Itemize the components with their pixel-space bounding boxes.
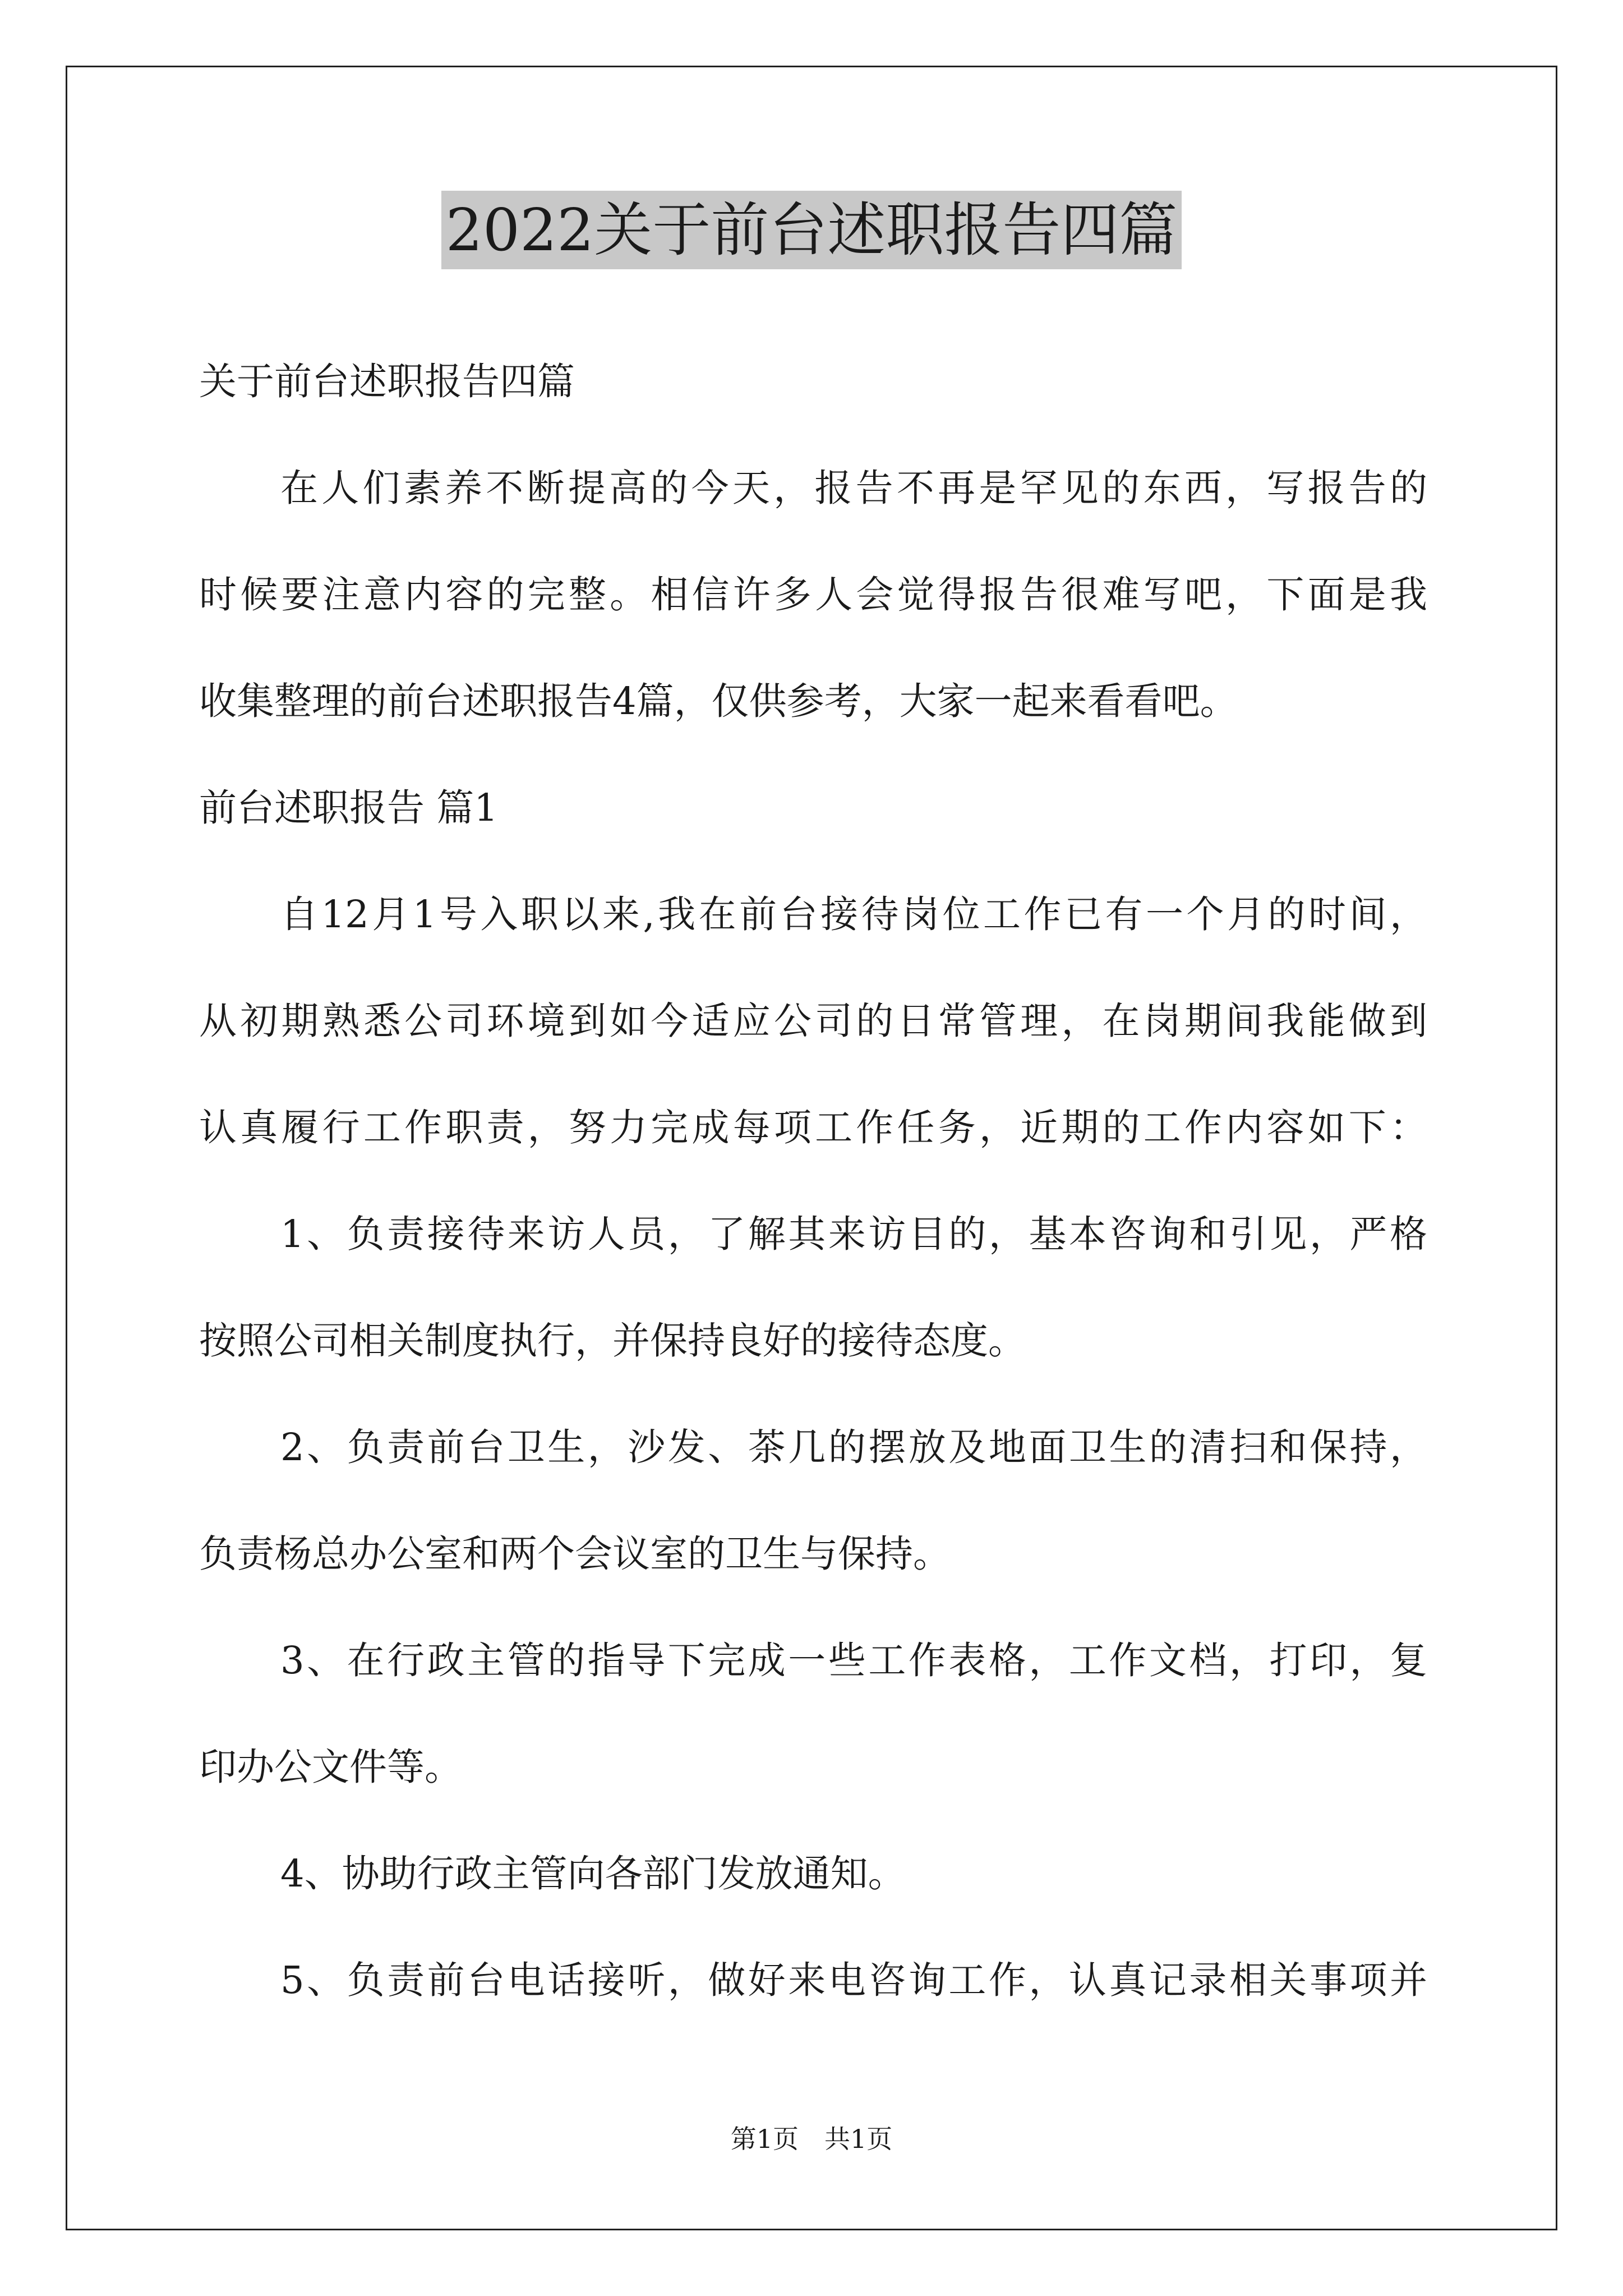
intro-line: 收集整理的前台述职报告4篇，仅供参考，大家一起来看看吧。 bbox=[199, 679, 1238, 723]
body-line: 5、负责前台电话接听，做好来电咨询工作，认真记录相关事项并 bbox=[280, 1958, 1427, 2002]
page-total: 共1页 bbox=[824, 2124, 893, 2154]
section-heading: 前台述职报告 篇1 bbox=[199, 786, 498, 830]
intro-line: 时候要注意内容的完整。相信许多人会觉得报告很难写吧，下面是我 bbox=[199, 573, 1427, 616]
body-line: 自12月1号入职以来,我在前台接待岗位工作已有一个月的时间， bbox=[280, 892, 1427, 936]
body-line: 4、协助行政主管向各部门发放通知。 bbox=[280, 1852, 906, 1895]
page-footer bbox=[0, 2122, 1623, 2156]
page-number: 第1页 bbox=[730, 2124, 799, 2154]
body-line: 按照公司相关制度执行，并保持良好的接待态度。 bbox=[199, 1319, 1026, 1363]
body-line: 2、负责前台卫生，沙发、茶几的摆放及地面卫生的清扫和保持， bbox=[280, 1425, 1427, 1469]
document-title bbox=[0, 191, 1623, 269]
body-line: 印办公文件等。 bbox=[199, 1745, 462, 1789]
document-subtitle: 关于前台述职报告四篇 bbox=[199, 360, 575, 403]
body-line: 1、负责接待来访人员，了解其来访目的，基本咨询和引见，严格 bbox=[280, 1212, 1427, 1256]
intro-line: 在人们素养不断提高的今天，报告不再是罕见的东西，写报告的 bbox=[280, 466, 1427, 510]
body-line: 从初期熟悉公司环境到如今适应公司的日常管理，在岗期间我能做到 bbox=[199, 999, 1427, 1043]
body-line: 负责杨总办公室和两个会议室的卫生与保持。 bbox=[199, 1532, 951, 1576]
body-line: 3、在行政主管的指导下完成一些工作表格，工作文档，打印，复 bbox=[280, 1639, 1427, 1682]
body-line: 认真履行工作职责，努力完成每项工作任务，近期的工作内容如下： bbox=[199, 1106, 1427, 1149]
document-title-text: 2022关于前台述职报告四篇 bbox=[441, 191, 1182, 269]
